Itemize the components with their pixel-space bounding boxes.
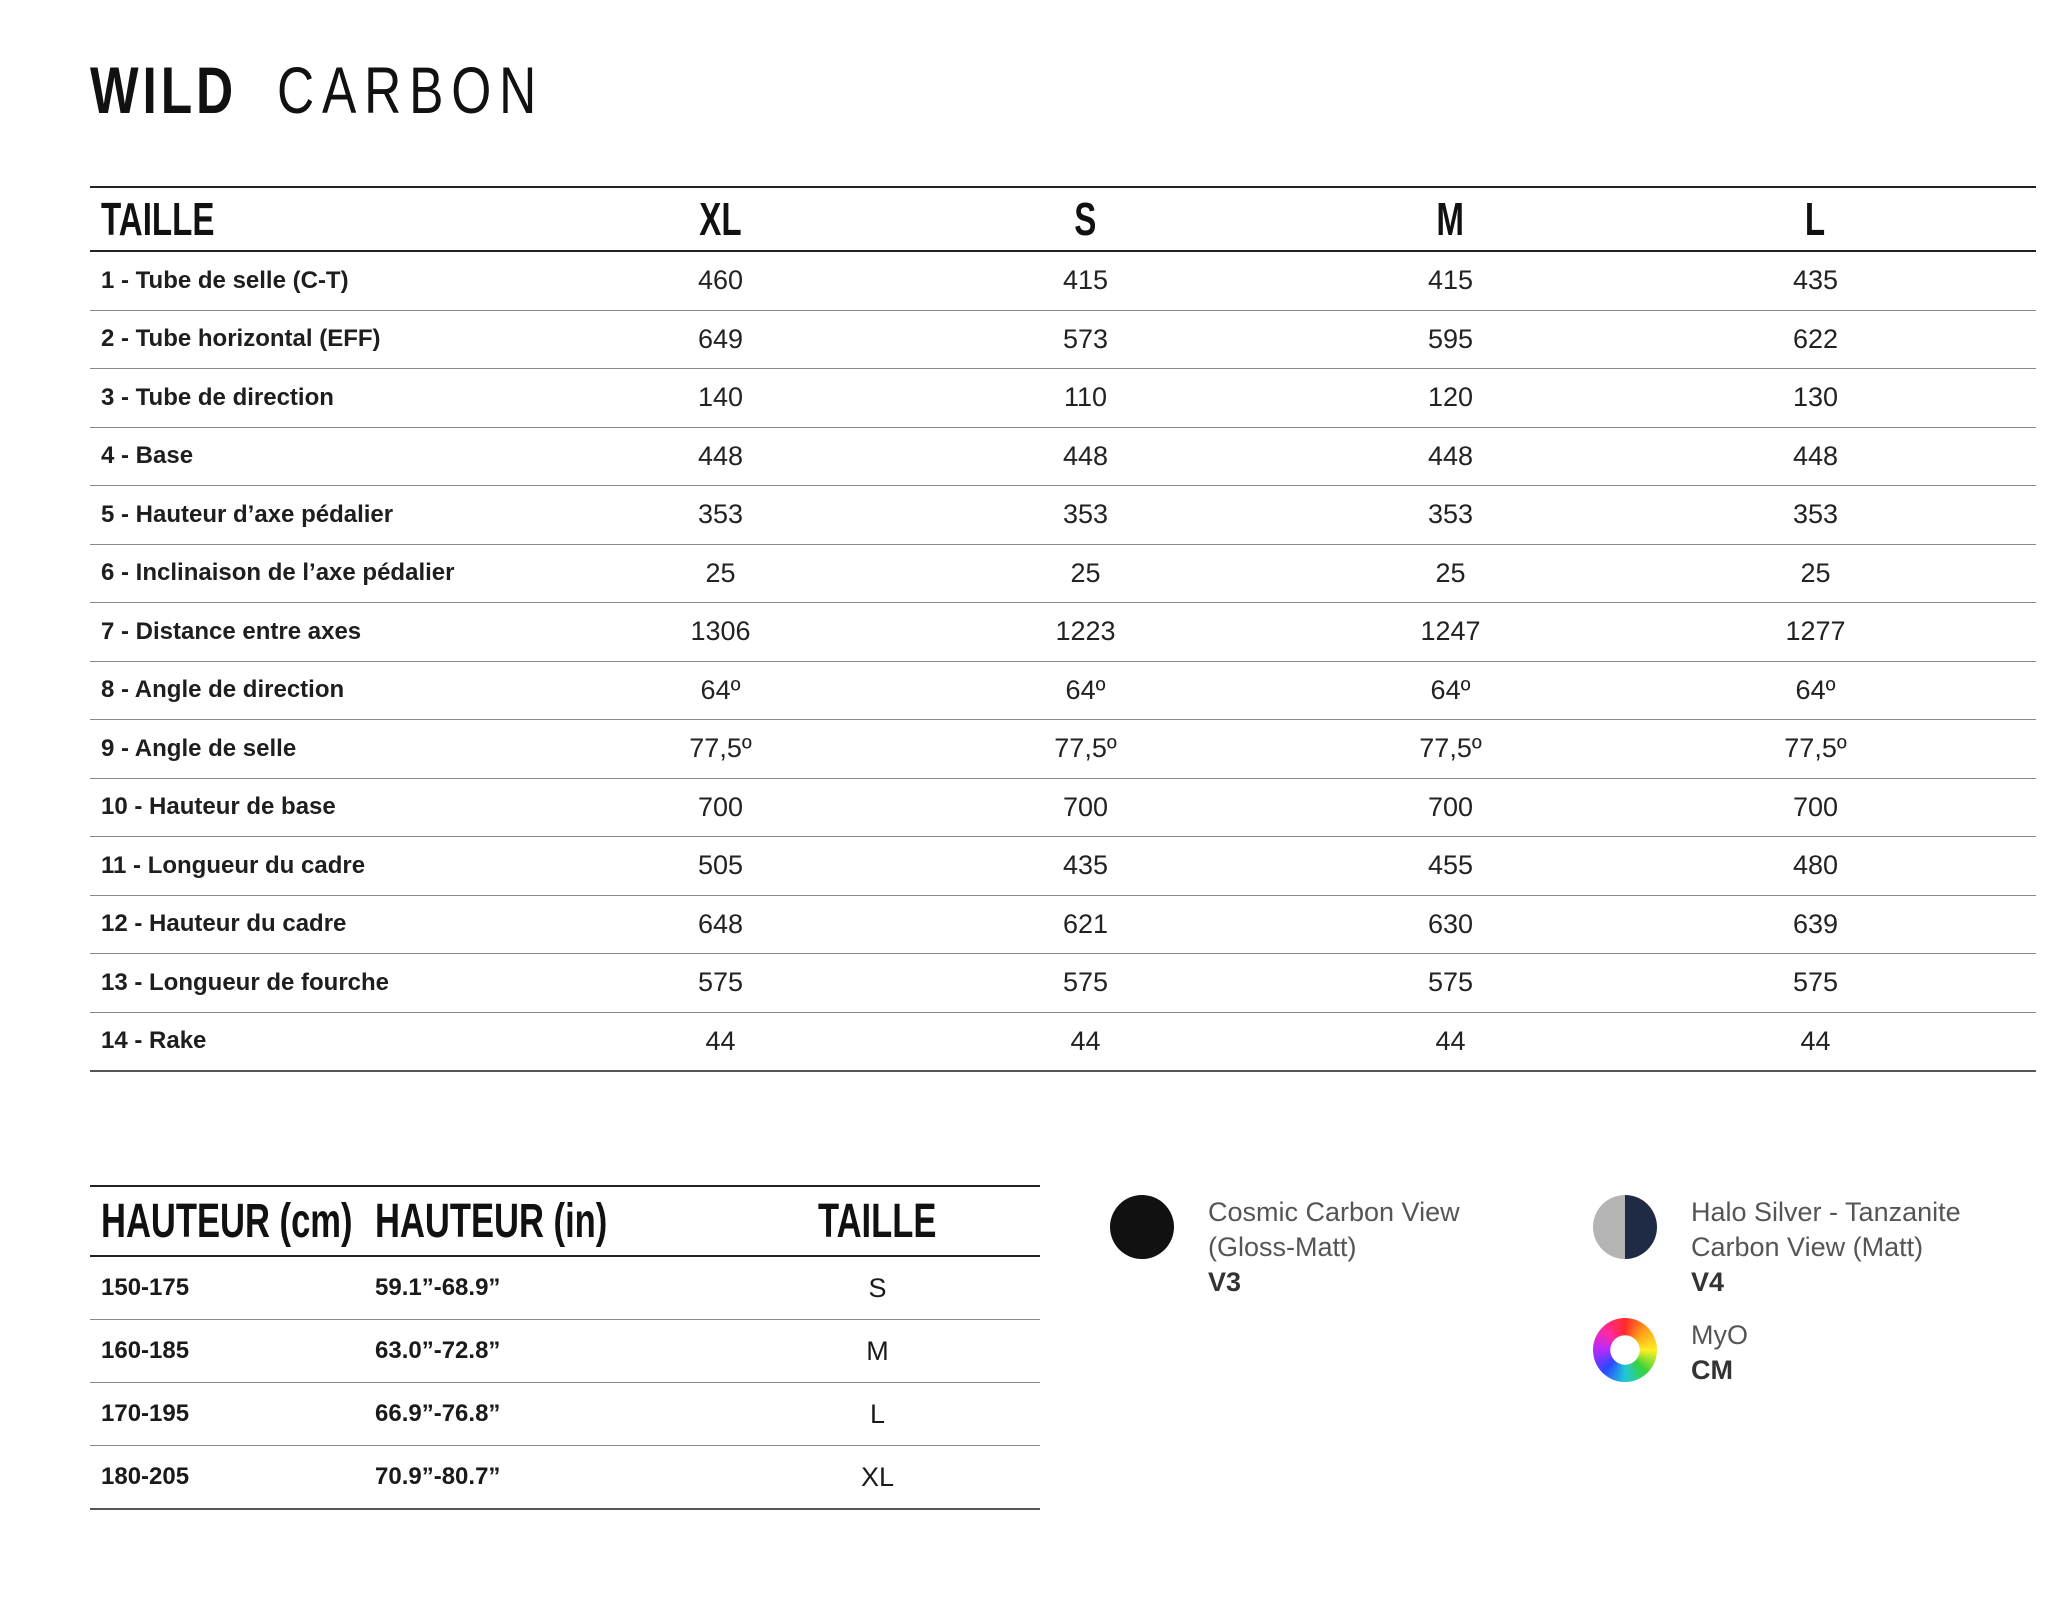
height-in: 63.0”-72.8” — [375, 1337, 501, 1364]
table-row — [90, 545, 2036, 604]
row-value: 44 — [705, 1025, 736, 1056]
color-option-cosmic — [1110, 1195, 1460, 1300]
row-value: 77,5º — [1054, 733, 1117, 764]
row-label: 11 - Longueur du cadre — [101, 851, 366, 879]
row-value: 110 — [1063, 382, 1108, 413]
row-value: 700 — [1792, 791, 1839, 822]
table-row — [90, 662, 2036, 721]
geometry-table — [90, 186, 2036, 1072]
row-value: 64º — [1430, 674, 1471, 705]
halo-name-line2: Carbon View (Matt) — [1691, 1232, 1924, 1262]
row-label: 14 - Rake — [101, 1027, 207, 1055]
table-row — [90, 1257, 1040, 1320]
row-value: 25 — [1070, 557, 1101, 588]
row-value: 575 — [697, 967, 744, 998]
row-value: 120 — [1427, 382, 1474, 413]
row-value: 448 — [697, 440, 744, 471]
row-value: 573 — [1062, 323, 1109, 354]
row-value: 353 — [1792, 499, 1839, 530]
row-value: 353 — [697, 499, 744, 530]
row-label: 1 - Tube de selle (C-T) — [101, 266, 349, 294]
row-value: 1306 — [690, 616, 751, 647]
cosmic-swatch-icon — [1110, 1195, 1174, 1259]
row-value: 435 — [1792, 265, 1839, 296]
halo-name-line1: Halo Silver - Tanzanite — [1691, 1197, 1961, 1227]
table-row — [90, 779, 2036, 838]
color-option-myo — [1593, 1318, 1748, 1388]
row-value: 460 — [697, 265, 744, 296]
height-table-body — [90, 1257, 1040, 1510]
row-value: 700 — [1062, 791, 1109, 822]
myo-swatch-icon — [1593, 1318, 1657, 1382]
myo-name: MyO — [1691, 1320, 1748, 1350]
row-value: 700 — [1427, 791, 1474, 822]
row-value: 415 — [1427, 265, 1474, 296]
cosmic-name-line2: (Gloss-Matt) — [1208, 1232, 1357, 1262]
table-row — [90, 603, 2036, 662]
row-value: 435 — [1062, 850, 1109, 881]
table-row — [90, 428, 2036, 487]
row-value: 353 — [1062, 499, 1109, 530]
row-value: 448 — [1062, 440, 1109, 471]
row-value: 448 — [1792, 440, 1839, 471]
row-value: 639 — [1792, 908, 1839, 939]
page-title — [90, 50, 619, 130]
row-value: 140 — [697, 382, 744, 413]
row-value: 64º — [700, 674, 741, 705]
row-value: 622 — [1792, 323, 1839, 354]
table-row — [90, 1383, 1040, 1446]
cosmic-code: V3 — [1208, 1267, 1242, 1297]
myo-code: CM — [1691, 1355, 1733, 1385]
row-value: 595 — [1427, 323, 1474, 354]
height-size: XL — [860, 1461, 895, 1492]
row-value: 648 — [697, 908, 744, 939]
table-row — [90, 896, 2036, 955]
height-cm: 150-175 — [101, 1274, 190, 1301]
height-size: M — [866, 1335, 889, 1366]
row-value: 480 — [1792, 850, 1839, 881]
height-size-table — [90, 1185, 1040, 1510]
height-cm: 160-185 — [101, 1337, 190, 1364]
table-row — [90, 1320, 1040, 1383]
row-value: 77,5º — [1784, 733, 1847, 764]
row-value: 25 — [1800, 557, 1831, 588]
row-value: 448 — [1427, 440, 1474, 471]
row-value: 1247 — [1420, 616, 1481, 647]
row-value: 77,5º — [689, 733, 752, 764]
height-cm: 170-195 — [101, 1400, 190, 1427]
row-value: 353 — [1427, 499, 1474, 530]
row-value: 130 — [1792, 382, 1839, 413]
row-label: 2 - Tube horizontal (EFF) — [101, 325, 381, 353]
row-value: 575 — [1792, 967, 1839, 998]
row-value: 25 — [705, 557, 736, 588]
height-size: L — [869, 1398, 886, 1429]
height-table-header-row — [90, 1187, 1040, 1257]
table-row — [90, 369, 2036, 428]
row-label: 8 - Angle de direction — [101, 676, 345, 704]
height-in: 59.1”-68.9” — [375, 1274, 501, 1301]
table-row — [90, 486, 2036, 545]
height-cm-header: HAUTEUR (cm) — [101, 1194, 353, 1248]
row-value: 455 — [1427, 850, 1474, 881]
size-header-s: S — [1074, 193, 1097, 245]
table-row — [90, 311, 2036, 370]
row-label: 5 - Hauteur d’axe pédalier — [101, 500, 394, 528]
size-header-xl: XL — [699, 193, 742, 245]
color-option-halo — [1593, 1195, 1961, 1300]
halo-swatch-icon — [1593, 1195, 1657, 1259]
row-label: 9 - Angle de selle — [101, 734, 297, 762]
row-value: 44 — [1800, 1025, 1831, 1056]
halo-code: V4 — [1691, 1267, 1725, 1297]
height-cm: 180-205 — [101, 1463, 190, 1490]
row-label: 13 - Longueur de fourche — [101, 968, 390, 996]
cosmic-name-line1: Cosmic Carbon View — [1208, 1197, 1460, 1227]
row-value: 64º — [1795, 674, 1836, 705]
row-value: 621 — [1062, 908, 1109, 939]
title-variant: CARBON — [276, 53, 545, 127]
table-row — [90, 837, 2036, 896]
row-value: 64º — [1065, 674, 1106, 705]
row-label: 12 - Hauteur du cadre — [101, 910, 347, 938]
row-value: 700 — [697, 791, 744, 822]
geometry-body — [90, 252, 2036, 1072]
table-row — [90, 1446, 1040, 1510]
row-value: 1223 — [1055, 616, 1116, 647]
height-in: 70.9”-80.7” — [375, 1463, 501, 1490]
row-value: 649 — [697, 323, 744, 354]
row-value: 415 — [1062, 265, 1109, 296]
geometry-header-label: TAILLE — [101, 193, 215, 245]
height-size-header: TAILLE — [818, 1194, 937, 1248]
row-label: 7 - Distance entre axes — [101, 617, 362, 645]
title-model: WILD — [90, 53, 238, 127]
height-in: 66.9”-76.8” — [375, 1400, 501, 1427]
row-value: 77,5º — [1419, 733, 1482, 764]
row-value: 575 — [1427, 967, 1474, 998]
row-label: 3 - Tube de direction — [101, 383, 334, 411]
row-value: 25 — [1435, 557, 1466, 588]
row-value: 44 — [1435, 1025, 1466, 1056]
row-value: 575 — [1062, 967, 1109, 998]
table-row — [90, 1013, 2036, 1073]
table-row — [90, 252, 2036, 311]
row-value: 505 — [697, 850, 744, 881]
size-header-l: L — [1805, 193, 1826, 245]
row-label: 6 - Inclinaison de l’axe pédalier — [101, 559, 455, 587]
row-label: 4 - Base — [101, 442, 194, 470]
table-row — [90, 720, 2036, 779]
row-value: 44 — [1070, 1025, 1101, 1056]
size-header-m: M — [1436, 193, 1465, 245]
row-value: 630 — [1427, 908, 1474, 939]
table-row — [90, 954, 2036, 1013]
height-in-header: HAUTEUR (in) — [375, 1194, 608, 1248]
geometry-header-row — [90, 188, 2036, 252]
row-label: 10 - Hauteur de base — [101, 793, 336, 821]
row-value: 1277 — [1785, 616, 1846, 647]
height-size: S — [868, 1272, 887, 1303]
